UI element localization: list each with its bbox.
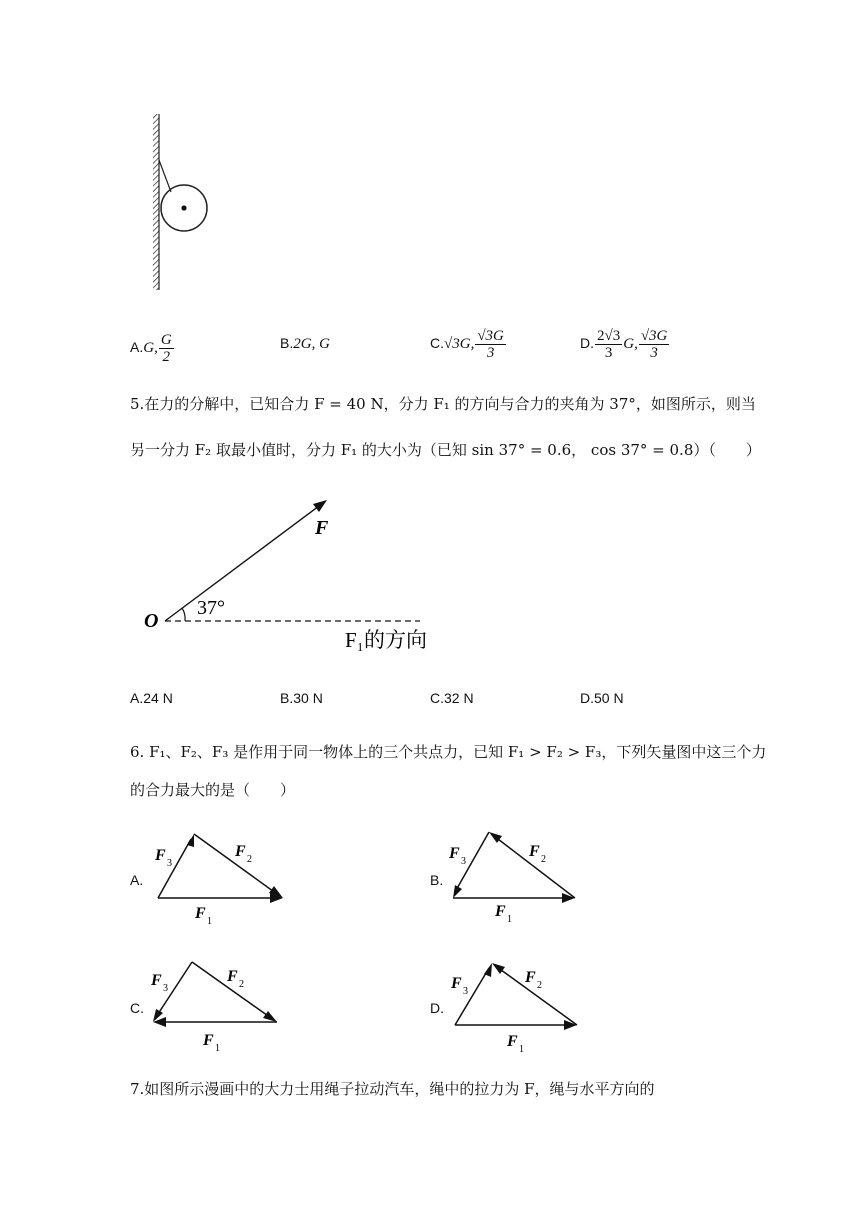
angle-arc <box>182 608 185 621</box>
rope <box>159 160 171 192</box>
q5-option-d[interactable]: D.50 N <box>580 690 624 706</box>
svg-text:2: 2 <box>239 979 244 990</box>
svg-text:F: F <box>507 1033 518 1050</box>
triangle-d <box>445 958 595 1058</box>
q6-option-a-letter[interactable]: A. <box>130 872 144 888</box>
svg-text:F: F <box>195 905 206 922</box>
wall-ball-figure <box>140 108 220 293</box>
svg-text:F: F <box>525 969 536 986</box>
ball-center <box>181 205 186 210</box>
triangle-c <box>145 955 295 1055</box>
svg-text:1: 1 <box>215 1043 220 1054</box>
svg-text:F: F <box>235 843 246 860</box>
q5-stem-line1: 5.在力的分解中，已知合力 F = 40 N，分力 F₁ 的方向与合力的夹角为 37°，如图所示，则当 <box>130 395 756 413</box>
q4-option-c[interactable]: C.√3G, $\frac{√3G}{3}$ <box>430 328 504 361</box>
triangle-b <box>445 828 595 928</box>
angle-label: 37° <box>197 597 225 619</box>
svg-text:3: 3 <box>163 983 168 994</box>
q6-stem-line1: 6. F₁、F₂、F₃ 是作用于同一物体上的三个共点力，已知 F₁ > F₂ > F₃，下列矢量图中这三个力 <box>130 743 767 761</box>
q5-stem-line2: 另一分力 F₂ 取最小值时，分力 F₁ 的大小为（已知 sin 37° = 0.6， cos 37° = 0.8）（ ） <box>130 441 761 459</box>
q4-option-b[interactable]: B.2G, G <box>280 335 330 352</box>
svg-text:F: F <box>449 845 460 862</box>
svg-text:F: F <box>227 968 238 985</box>
svg-text:F: F <box>203 1032 214 1049</box>
svg-text:2: 2 <box>537 980 542 991</box>
q6-option-d-letter[interactable]: D. <box>430 1000 444 1016</box>
svg-text:1: 1 <box>207 916 212 927</box>
svg-text:2: 2 <box>247 854 252 865</box>
svg-text:F: F <box>451 975 462 992</box>
svg-text:3: 3 <box>463 986 468 997</box>
q7-stem-line1: 7.如图所示漫画中的大力士用绳子拉动汽车，绳中的拉力为 F，绳与水平方向的 <box>130 1080 655 1098</box>
f1-direction-label: F₁的方向 <box>345 628 428 652</box>
origin-label: O <box>144 610 159 632</box>
q6-option-b-letter[interactable]: B. <box>430 872 444 888</box>
svg-text:F: F <box>495 903 506 920</box>
svg-text:1: 1 <box>519 1044 524 1055</box>
force-f-arrow <box>165 503 323 621</box>
force-f-label: F <box>315 517 329 539</box>
q4-option-a[interactable]: A.G, $\frac{G}{2}$ <box>130 332 172 365</box>
wall <box>153 114 159 290</box>
svg-text:3: 3 <box>461 856 466 867</box>
svg-text:1: 1 <box>507 914 512 925</box>
svg-text:2: 2 <box>541 854 546 865</box>
q4-option-d[interactable]: D. $\frac{2√3}{3}$ G, $\frac{√3G}{3}$ <box>580 328 668 361</box>
triangle-a <box>145 830 295 930</box>
q5-option-b[interactable]: B.30 N <box>280 690 323 706</box>
svg-text:F: F <box>155 847 166 864</box>
q5-option-a[interactable]: A.24 N <box>130 690 173 706</box>
q5-option-c[interactable]: C.32 N <box>430 690 474 706</box>
svg-text:F: F <box>151 972 162 989</box>
svg-text:3: 3 <box>167 858 172 869</box>
svg-text:F: F <box>529 843 540 860</box>
q6-stem-line2: 的合力最大的是（ ） <box>130 781 296 799</box>
q6-option-c-letter[interactable]: C. <box>130 1000 144 1016</box>
force-decomposition-figure <box>135 490 455 660</box>
